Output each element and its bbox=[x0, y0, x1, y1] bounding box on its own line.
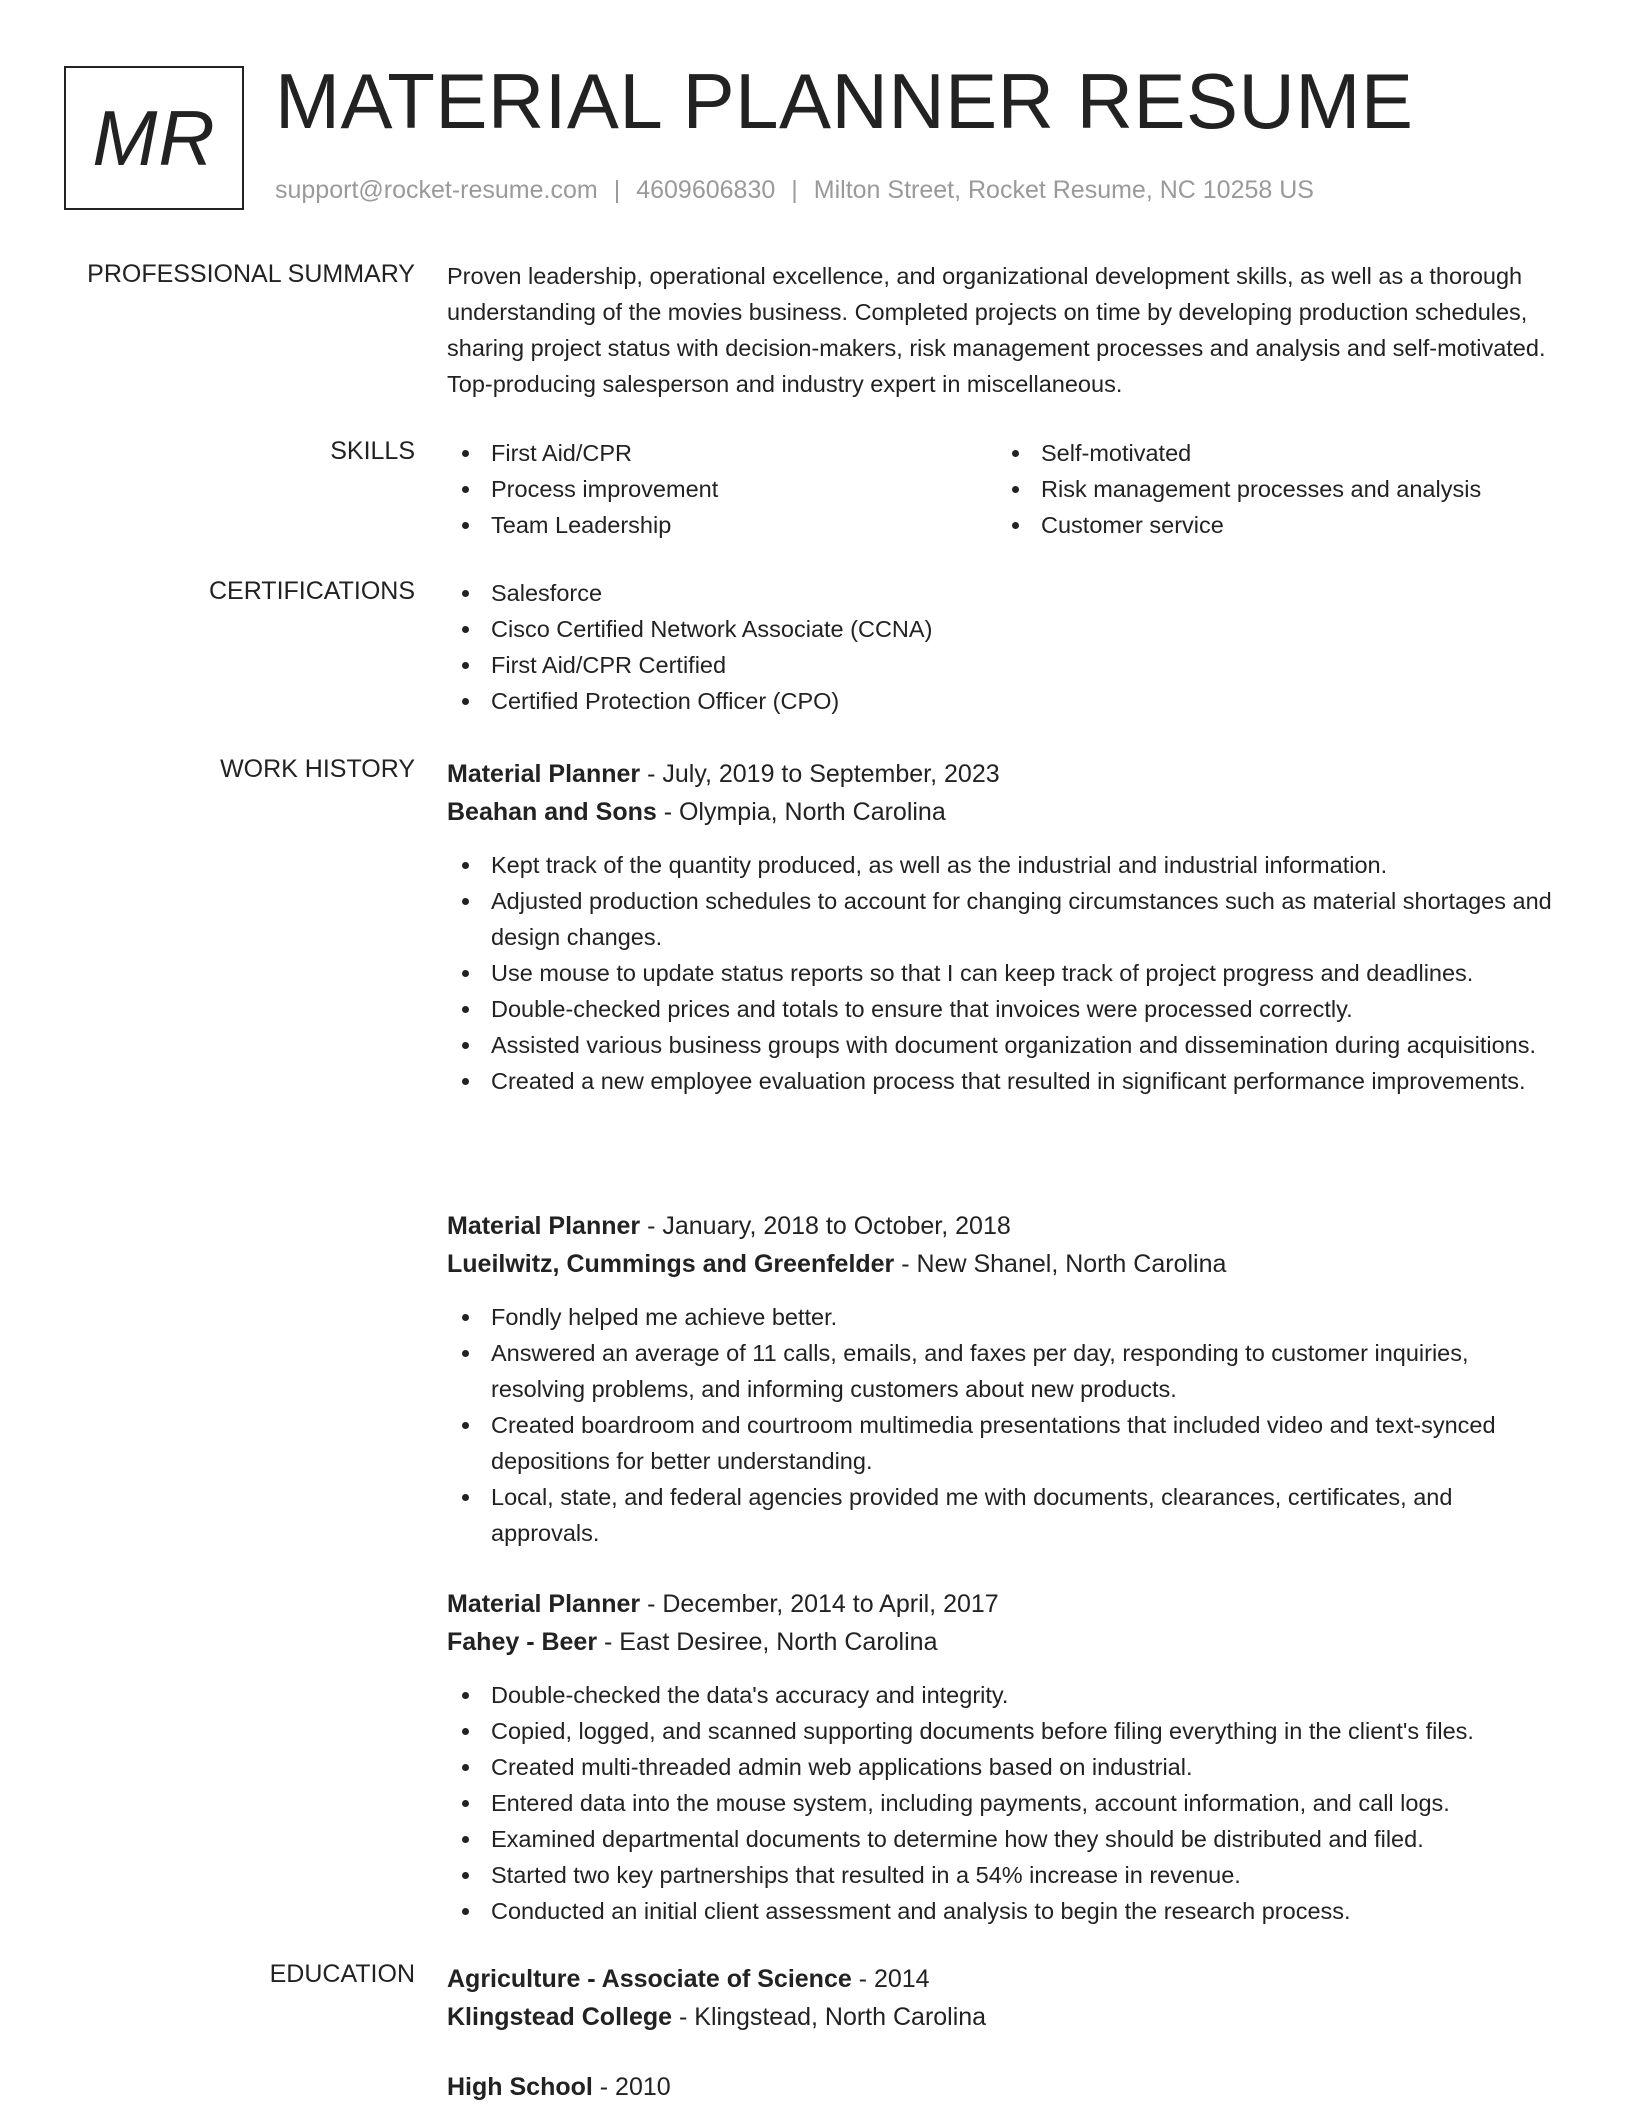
job-bullets bbox=[447, 847, 1567, 1099]
job-company: Fahey - Beer bbox=[447, 1628, 598, 1656]
certification-item: First Aid/CPR Certified bbox=[447, 647, 1567, 683]
job-bullet: Created boardroom and courtroom multimedia presentations that included video and text-synced depositions for better understanding. bbox=[447, 1407, 1567, 1479]
job-entry bbox=[447, 755, 1567, 1099]
job-bullet: Created a new employee evaluation process that resulted in significant performance improvements. bbox=[447, 1063, 1567, 1099]
job-dates: - January, 2018 to October, 2018 bbox=[640, 1212, 1011, 1240]
job-bullet: Adjusted production schedules to account for changing circumstances such as material shortages and design changes. bbox=[447, 883, 1567, 955]
job-bullet: Double-checked the data's accuracy and integrity. bbox=[447, 1677, 1567, 1713]
job-title-line bbox=[447, 1207, 1567, 1245]
contact-separator: | bbox=[791, 176, 798, 204]
resume-title: MATERIAL PLANNER RESUME bbox=[275, 57, 1414, 145]
education-entry bbox=[447, 1960, 1567, 2036]
job-entry bbox=[447, 1207, 1567, 1551]
job-bullet: Copied, logged, and scanned supporting documents before filing everything in the client's files. bbox=[447, 1713, 1567, 1749]
section-label: EDUCATION bbox=[269, 1960, 415, 1988]
education-degree-line bbox=[447, 2068, 1567, 2106]
education-school: Klingstead College bbox=[447, 2003, 673, 2031]
job-bullet: Kept track of the quantity produced, as well as the industrial and industrial information. bbox=[447, 847, 1567, 883]
job-bullets bbox=[447, 1677, 1567, 1929]
education-year: - 2014 bbox=[851, 1965, 930, 1993]
job-bullet: Use mouse to update status reports so that I can keep track of project progress and deadlines. bbox=[447, 955, 1567, 991]
certifications-body bbox=[447, 575, 1567, 719]
contact-email: support@rocket-resume.com bbox=[275, 176, 598, 204]
skill-item: Customer service bbox=[997, 507, 1547, 543]
job-bullet: Created multi-threaded admin web applications based on industrial. bbox=[447, 1749, 1567, 1785]
skill-item: Team Leadership bbox=[447, 507, 997, 543]
job-bullet: Local, state, and federal agencies provided me with documents, clearances, certificates, and approvals. bbox=[447, 1479, 1567, 1551]
education-school-line bbox=[447, 1998, 1567, 2036]
job-company: Beahan and Sons bbox=[447, 798, 657, 826]
job-title-line bbox=[447, 1585, 1567, 1623]
certification-item: Salesforce bbox=[447, 575, 1567, 611]
job-bullet: Answered an average of 11 calls, emails, and faxes per day, responding to customer inquiries, resolving problems, and informing customers about new products. bbox=[447, 1335, 1567, 1407]
job-bullet: Conducted an initial client assessment and analysis to begin the research process. bbox=[447, 1893, 1567, 1929]
section-label: WORK HISTORY bbox=[220, 755, 415, 783]
job-bullet: Assisted various business groups with document organization and dissemination during acquisitions. bbox=[447, 1027, 1567, 1063]
contact-phone: 4609606830 bbox=[636, 176, 776, 204]
summary-text: Proven leadership, operational excellence, and organizational development skills, as well as a thorough understanding of the movies business. Completed projects on time by developing production schedules, sharing project status with decision-makers, risk management processes and analysis and self-motivated. Top-producing salesperson and industry expert in miscellaneous. bbox=[447, 263, 1546, 397]
job-title-line bbox=[447, 755, 1567, 793]
job-company-line bbox=[447, 1623, 1567, 1661]
job-company: Lueilwitz, Cummings and Greenfelder bbox=[447, 1250, 895, 1278]
skill-item: Self-motivated bbox=[997, 435, 1547, 471]
education-location: - Klingstead, North Carolina bbox=[672, 2003, 987, 2031]
job-bullet: Double-checked prices and totals to ensure that invoices were processed correctly. bbox=[447, 991, 1567, 1027]
section-label: SKILLS bbox=[330, 437, 415, 465]
skills-column-1 bbox=[447, 435, 997, 543]
education-degree: Agriculture - Associate of Science bbox=[447, 1965, 852, 1993]
job-title: Material Planner bbox=[447, 1212, 641, 1240]
education-degree-line bbox=[447, 1960, 1567, 1998]
certification-item: Cisco Certified Network Associate (CCNA) bbox=[447, 611, 1567, 647]
certification-item: Certified Protection Officer (CPO) bbox=[447, 683, 1567, 719]
job-company-line bbox=[447, 1245, 1567, 1283]
monogram-initials: MR bbox=[92, 93, 216, 182]
job-dates: - December, 2014 to April, 2017 bbox=[640, 1590, 999, 1618]
job-dates: - July, 2019 to September, 2023 bbox=[640, 760, 1000, 788]
certifications-list bbox=[447, 575, 1567, 719]
job-bullet: Fondly helped me achieve better. bbox=[447, 1299, 1567, 1335]
job-bullet: Examined departmental documents to determine how they should be distributed and filed. bbox=[447, 1821, 1567, 1857]
job-location: - New Shanel, North Carolina bbox=[894, 1250, 1227, 1278]
contact-line bbox=[275, 176, 1314, 205]
job-title: Material Planner bbox=[447, 760, 641, 788]
contact-address: Milton Street, Rocket Resume, NC 10258 US bbox=[813, 176, 1314, 204]
section-label: CERTIFICATIONS bbox=[208, 577, 415, 605]
job-bullet: Started two key partnerships that resulted in a 54% increase in revenue. bbox=[447, 1857, 1567, 1893]
job-location: - East Desiree, North Carolina bbox=[597, 1628, 938, 1656]
skills-grid bbox=[447, 435, 1567, 543]
job-bullet: Entered data into the mouse system, including payments, account information, and call logs. bbox=[447, 1785, 1567, 1821]
monogram-box bbox=[64, 66, 244, 210]
education-year: - 2010 bbox=[592, 2073, 671, 2101]
skill-item: Risk management processes and analysis bbox=[997, 471, 1547, 507]
skill-item: First Aid/CPR bbox=[447, 435, 997, 471]
job-company-line bbox=[447, 793, 1567, 831]
education-degree: High School bbox=[447, 2073, 593, 2101]
job-location: - Olympia, North Carolina bbox=[656, 798, 946, 826]
job-bullets bbox=[447, 1299, 1567, 1551]
job-title: Material Planner bbox=[447, 1590, 641, 1618]
education-entry bbox=[447, 2068, 1567, 2106]
section-label: PROFESSIONAL SUMMARY bbox=[87, 260, 415, 288]
contact-separator: | bbox=[613, 176, 621, 204]
skill-item: Process improvement bbox=[447, 471, 997, 507]
job-entry bbox=[447, 1585, 1567, 1929]
skills-column-2 bbox=[997, 435, 1547, 543]
